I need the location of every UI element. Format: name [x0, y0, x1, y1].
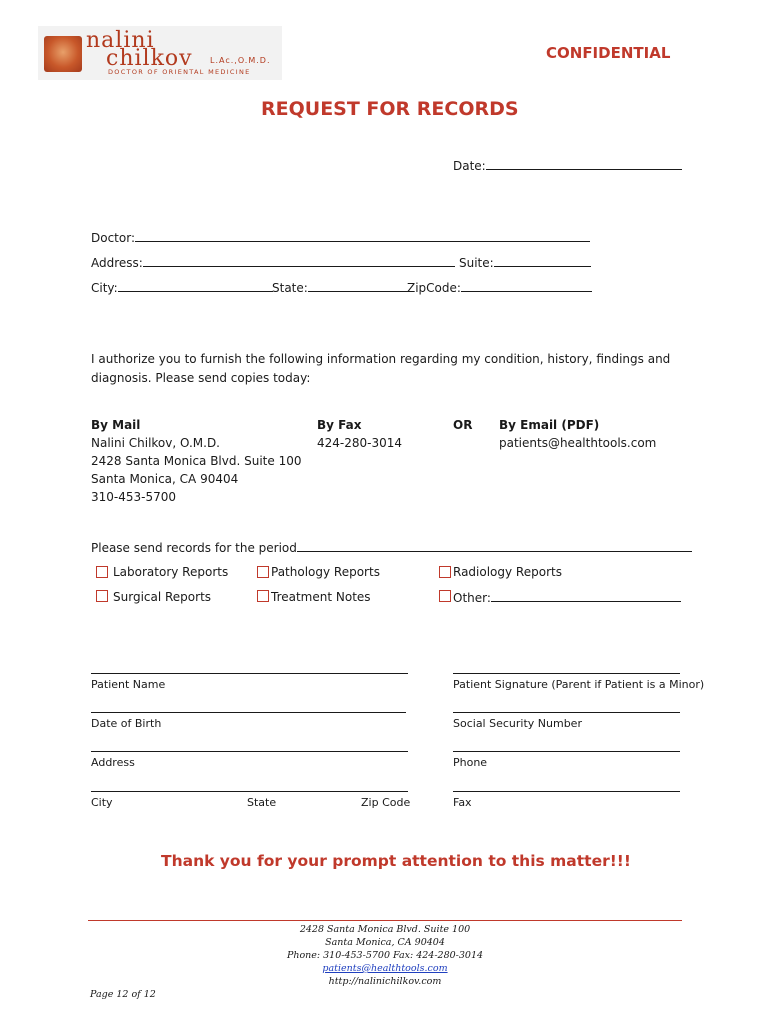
laboratory-reports-label: Laboratory Reports — [113, 565, 229, 579]
logo-subtitle: DOCTOR OF ORIENTAL MEDICINE — [108, 68, 251, 76]
logo-credentials: L.Ac.,O.M.D. — [210, 56, 271, 65]
patient-name-label: Patient Name — [91, 678, 166, 691]
other-label: Other: — [453, 591, 491, 605]
fax-number: 424-280-3014 — [317, 436, 403, 450]
other-checkbox[interactable] — [439, 590, 451, 602]
radiology-reports-label: Radiology Reports — [453, 565, 562, 579]
fax-line[interactable] — [453, 791, 680, 792]
footer-city: Santa Monica, CA 90404 — [325, 937, 445, 948]
mail-name: Nalini Chilkov, O.M.D. — [91, 436, 220, 450]
other-field[interactable] — [453, 590, 681, 605]
doctor-label: Doctor: — [91, 231, 135, 245]
footer-email-link[interactable]: patients@healthtools.com — [322, 963, 448, 974]
patient-fax-label: Fax — [453, 796, 472, 809]
footer-phone-fax: Phone: 310-453-5700 Fax: 424-280-3014 — [286, 950, 484, 961]
logo-name-first: nalini — [86, 28, 155, 53]
state-label: State: — [272, 281, 308, 295]
by-mail-title: By Mail — [91, 418, 141, 432]
patient-signature-line[interactable] — [453, 673, 680, 674]
email-address: patients@healthtools.com — [499, 436, 657, 450]
patient-name-line[interactable] — [91, 673, 408, 674]
address-field[interactable] — [91, 255, 455, 270]
logo — [38, 26, 282, 80]
dob-line[interactable] — [91, 712, 406, 713]
page-number: Page 12 of 12 — [90, 989, 156, 1000]
patient-state-label: State — [247, 796, 277, 809]
footer-divider — [88, 920, 682, 921]
records-period-label: Please send records for the period — [91, 541, 297, 555]
suite-field[interactable] — [459, 255, 591, 270]
phone-line[interactable] — [453, 751, 680, 752]
authorization-text-2: diagnosis. Please send copies today: — [91, 371, 311, 385]
thank-you-message: Thank you for your prompt attention to this matter!!! — [161, 852, 631, 870]
city-label: City: — [91, 281, 118, 295]
date-field[interactable] — [453, 158, 682, 173]
treatment-notes-checkbox[interactable] — [257, 590, 269, 602]
mail-phone: 310-453-5700 — [91, 490, 177, 504]
laboratory-reports-checkbox[interactable] — [96, 566, 108, 578]
patient-zip-label: Zip Code — [361, 796, 411, 809]
pathology-reports-label: Pathology Reports — [271, 565, 380, 579]
patient-signature-label: Patient Signature (Parent if Patient is a Minor) — [453, 678, 705, 691]
doctor-field[interactable] — [91, 230, 590, 245]
zipcode-field[interactable] — [407, 280, 592, 295]
surgical-reports-label: Surgical Reports — [113, 590, 212, 604]
treatment-notes-label: Treatment Notes — [271, 590, 371, 604]
city-field[interactable] — [91, 280, 273, 295]
patient-address-label: Address — [91, 756, 135, 769]
radiology-reports-checkbox[interactable] — [439, 566, 451, 578]
confidential-label: CONFIDENTIAL — [546, 44, 671, 62]
suite-label: Suite: — [459, 256, 494, 270]
surgical-reports-checkbox[interactable] — [96, 590, 108, 602]
date-label: Date: — [453, 159, 486, 173]
logo-name-last: chilkov — [106, 46, 193, 71]
or-label: OR — [453, 418, 473, 432]
phone-label: Phone — [453, 756, 488, 769]
records-period-field[interactable] — [91, 540, 692, 555]
mail-street: 2428 Santa Monica Blvd. Suite 100 — [91, 454, 302, 468]
ssn-line[interactable] — [453, 712, 680, 713]
page-title: REQUEST FOR RECORDS — [261, 98, 519, 120]
address-label: Address: — [91, 256, 143, 270]
footer-website: http://nalinichilkov.com — [328, 976, 442, 987]
footer-address: 2428 Santa Monica Blvd. Suite 100 — [299, 924, 471, 935]
state-field[interactable] — [272, 280, 409, 295]
by-email-title: By Email (PDF) — [499, 418, 600, 432]
dob-label: Date of Birth — [91, 717, 162, 730]
patient-city-label: City — [91, 796, 113, 809]
logo-image — [44, 36, 82, 72]
pathology-reports-checkbox[interactable] — [257, 566, 269, 578]
patient-city-line[interactable] — [91, 791, 408, 792]
mail-city: Santa Monica, CA 90404 — [91, 472, 239, 486]
by-fax-title: By Fax — [317, 418, 362, 432]
authorization-text-1: I authorize you to furnish the following information regarding my condition, history, findings and — [91, 352, 671, 366]
patient-address-line[interactable] — [91, 751, 408, 752]
ssn-label: Social Security Number — [453, 717, 582, 730]
zipcode-label: ZipCode: — [407, 281, 461, 295]
